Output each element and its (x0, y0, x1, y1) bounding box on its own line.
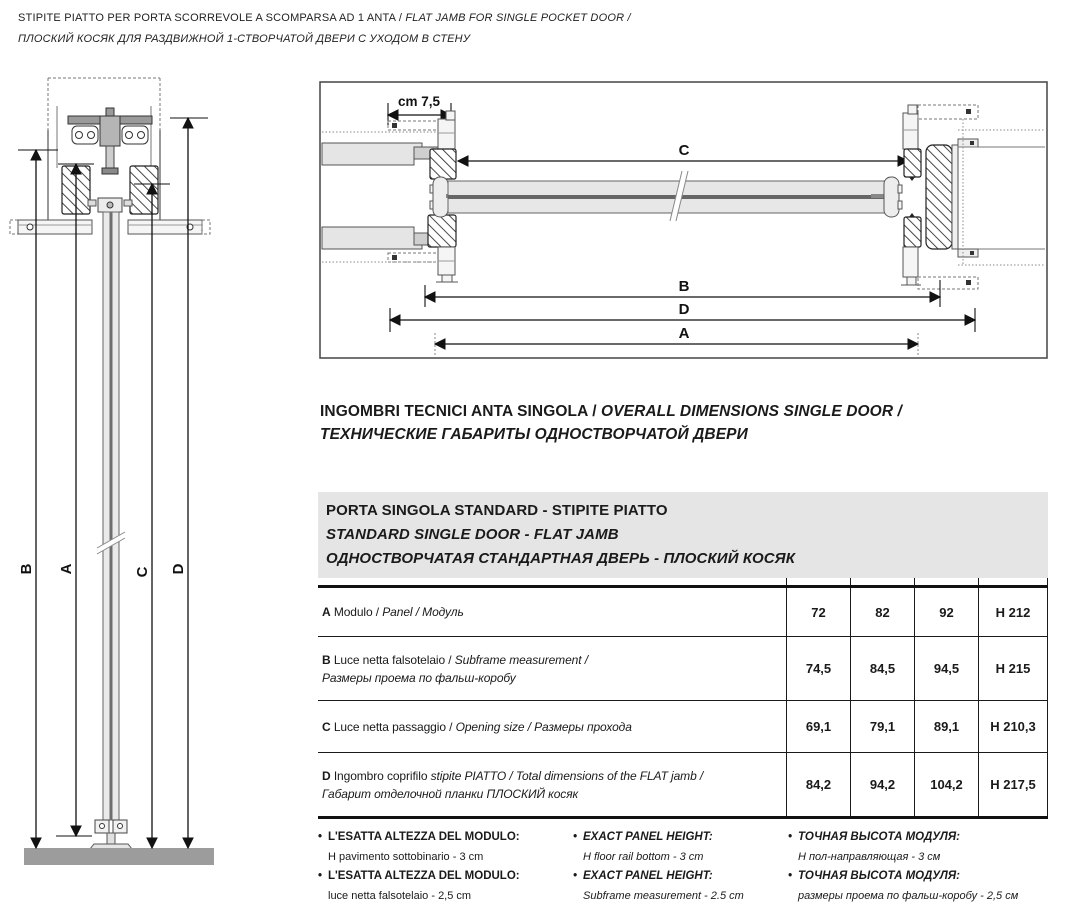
cell-value: 94,2 (850, 753, 914, 816)
bullet-icon: • (788, 828, 798, 848)
door-panel (97, 212, 125, 820)
row-label-regular: Modulo / (334, 605, 382, 619)
row-label (318, 701, 786, 752)
bullet-icon: • (318, 867, 328, 887)
row-label (318, 637, 786, 700)
notes-italian (318, 828, 573, 906)
cell-value: 89,1 (914, 701, 978, 752)
note-text: размеры проема по фальш-коробу - 2,5 см (788, 887, 1060, 906)
dimensions-table (318, 578, 1048, 819)
cell-value: 79,1 (850, 701, 914, 752)
panel-top-rail (88, 198, 132, 212)
note-title: • L'ESATTA ALTEZZA DEL MODULO: (318, 828, 573, 848)
section-title (320, 400, 1060, 446)
cell-value: H 212 (978, 588, 1048, 636)
note-title: • ТОЧНАЯ ВЫСОТА МОДУЛЯ: (788, 867, 1060, 887)
row-label-italic: Subframe measurement / (455, 653, 588, 667)
cell-value: 84,5 (850, 637, 914, 700)
opening-dimension-c (458, 142, 908, 161)
table-row (318, 700, 1048, 752)
section-title-english: OVERALL DIMENSIONS SINGLE DOOR / (601, 403, 902, 420)
bullet-icon: • (573, 867, 583, 887)
floor-slab (24, 848, 214, 865)
row-label-regular: Ingombro coprifilo (334, 769, 431, 783)
notes-english (573, 828, 788, 906)
dim-label-d: D (679, 301, 690, 318)
bullet-icon: • (318, 828, 328, 848)
door-panel-plan (430, 171, 902, 221)
note-text: H pavimento sottobinario - 3 cm (318, 848, 573, 868)
row-label-italic: Opening size / Размеры прохода (456, 720, 632, 734)
note-title: • EXACT PANEL HEIGHT: (573, 867, 788, 887)
horizontal-section-drawing (318, 75, 1078, 375)
cell-value: 74,5 (786, 637, 850, 700)
dim-label-a: A (679, 325, 690, 342)
row-label-line2: Размеры проема по фальш-коробу (322, 669, 776, 687)
dim-label-b: B (679, 278, 690, 295)
pocket-depth-label: cm 7,5 (398, 94, 441, 109)
band-italian: PORTA SINGOLA STANDARD - STIPITE PIATTO (326, 499, 1038, 523)
right-jamb (901, 105, 958, 285)
title-russian: ПЛОСКИЙ КОСЯК ДЛЯ РАЗДВИЖНОЙ 1-СТВОРЧАТОЙ ДВЕРИ С УХОДОМ В СТЕНУ (18, 33, 470, 45)
note-text: Н пол-направляющая - 3 см (788, 848, 1060, 868)
table-header-band (318, 492, 1048, 578)
note-text: H floor rail bottom - 3 cm (573, 848, 788, 868)
band-english: STANDARD SINGLE DOOR - FLAT JAMB (326, 523, 1038, 547)
table-row (318, 752, 1048, 816)
note-title: • L'ESATTA ALTEZZA DEL MODULO: (318, 867, 573, 887)
note-text: luce netta falsotelaio - 2,5 cm (318, 887, 573, 906)
cell-value: 92 (914, 588, 978, 636)
section-title-line-1 (320, 400, 1060, 423)
table-row (318, 636, 1048, 700)
title-line-2 (18, 29, 1058, 50)
cell-value: H 210,3 (978, 701, 1048, 752)
cell-value: 104,2 (914, 753, 978, 816)
dim-label-c: C (679, 142, 690, 159)
cell-value: 84,2 (786, 753, 850, 816)
row-key: B (322, 653, 331, 667)
table-row (318, 588, 1048, 636)
row-label-regular: Luce netta passaggio / (334, 720, 456, 734)
document-title (18, 8, 1058, 50)
dim-label-b: B (18, 563, 35, 574)
width-dimensions (390, 278, 975, 355)
note-title: • ТОЧНАЯ ВЫСОТА МОДУЛЯ: (788, 828, 1060, 848)
dim-label-d: D (170, 563, 187, 574)
cell-value: 69,1 (786, 701, 850, 752)
dim-label-a: A (58, 563, 75, 574)
title-english: FLAT JAMB FOR SINGLE POCKET DOOR / (405, 12, 630, 24)
title-italian: STIPITE PIATTO PER PORTA SCORREVOLE A SCOMPARSA AD 1 ANTA / (18, 12, 405, 24)
footnotes (318, 828, 1060, 906)
band-russian: ОДНОСТВОРЧАТАЯ СТАНДАРТНАЯ ДВЕРЬ - ПЛОСКИЙ КОСЯК (326, 547, 1038, 571)
right-header-timber (130, 166, 158, 214)
section-title-italian: INGOMBRI TECNICI ANTA SINGOLA / (320, 403, 601, 420)
row-label-line2: Габарит отделочной планки ПЛОСКИЙ косяк (322, 785, 776, 803)
column-guides (318, 578, 1048, 585)
cell-value: H 217,5 (978, 753, 1048, 816)
cell-value: 72 (786, 588, 850, 636)
bullet-icon: • (788, 867, 798, 887)
bullet-icon: • (573, 828, 583, 848)
row-label-italic: stipite PIATTO / Total dimensions of the FLAT jamb / (431, 769, 703, 783)
vertical-section-drawing (0, 72, 235, 884)
row-label (318, 753, 786, 816)
note-title: • EXACT PANEL HEIGHT: (573, 828, 788, 848)
bottom-rail-floor-guide (90, 820, 132, 849)
row-label-regular: Luce netta falsotelaio / (334, 653, 455, 667)
note-text: Subframe measurement - 2.5 cm (573, 887, 788, 906)
notes-russian (788, 828, 1060, 906)
title-line-1 (18, 8, 1058, 29)
cell-value: H 215 (978, 637, 1048, 700)
dim-label-c: C (134, 566, 151, 577)
row-key: D (322, 769, 331, 783)
row-key: C (322, 720, 331, 734)
cell-value: 82 (850, 588, 914, 636)
section-title-russian: ТЕХНИЧЕСКИЕ ГАБАРИТЫ ОДНОСТВОРЧАТОЙ ДВЕРИ (320, 423, 1060, 446)
row-label-italic: Panel / Модуль (382, 605, 463, 619)
cell-value: 94,5 (914, 637, 978, 700)
row-key: A (322, 605, 331, 619)
row-label (318, 588, 786, 636)
